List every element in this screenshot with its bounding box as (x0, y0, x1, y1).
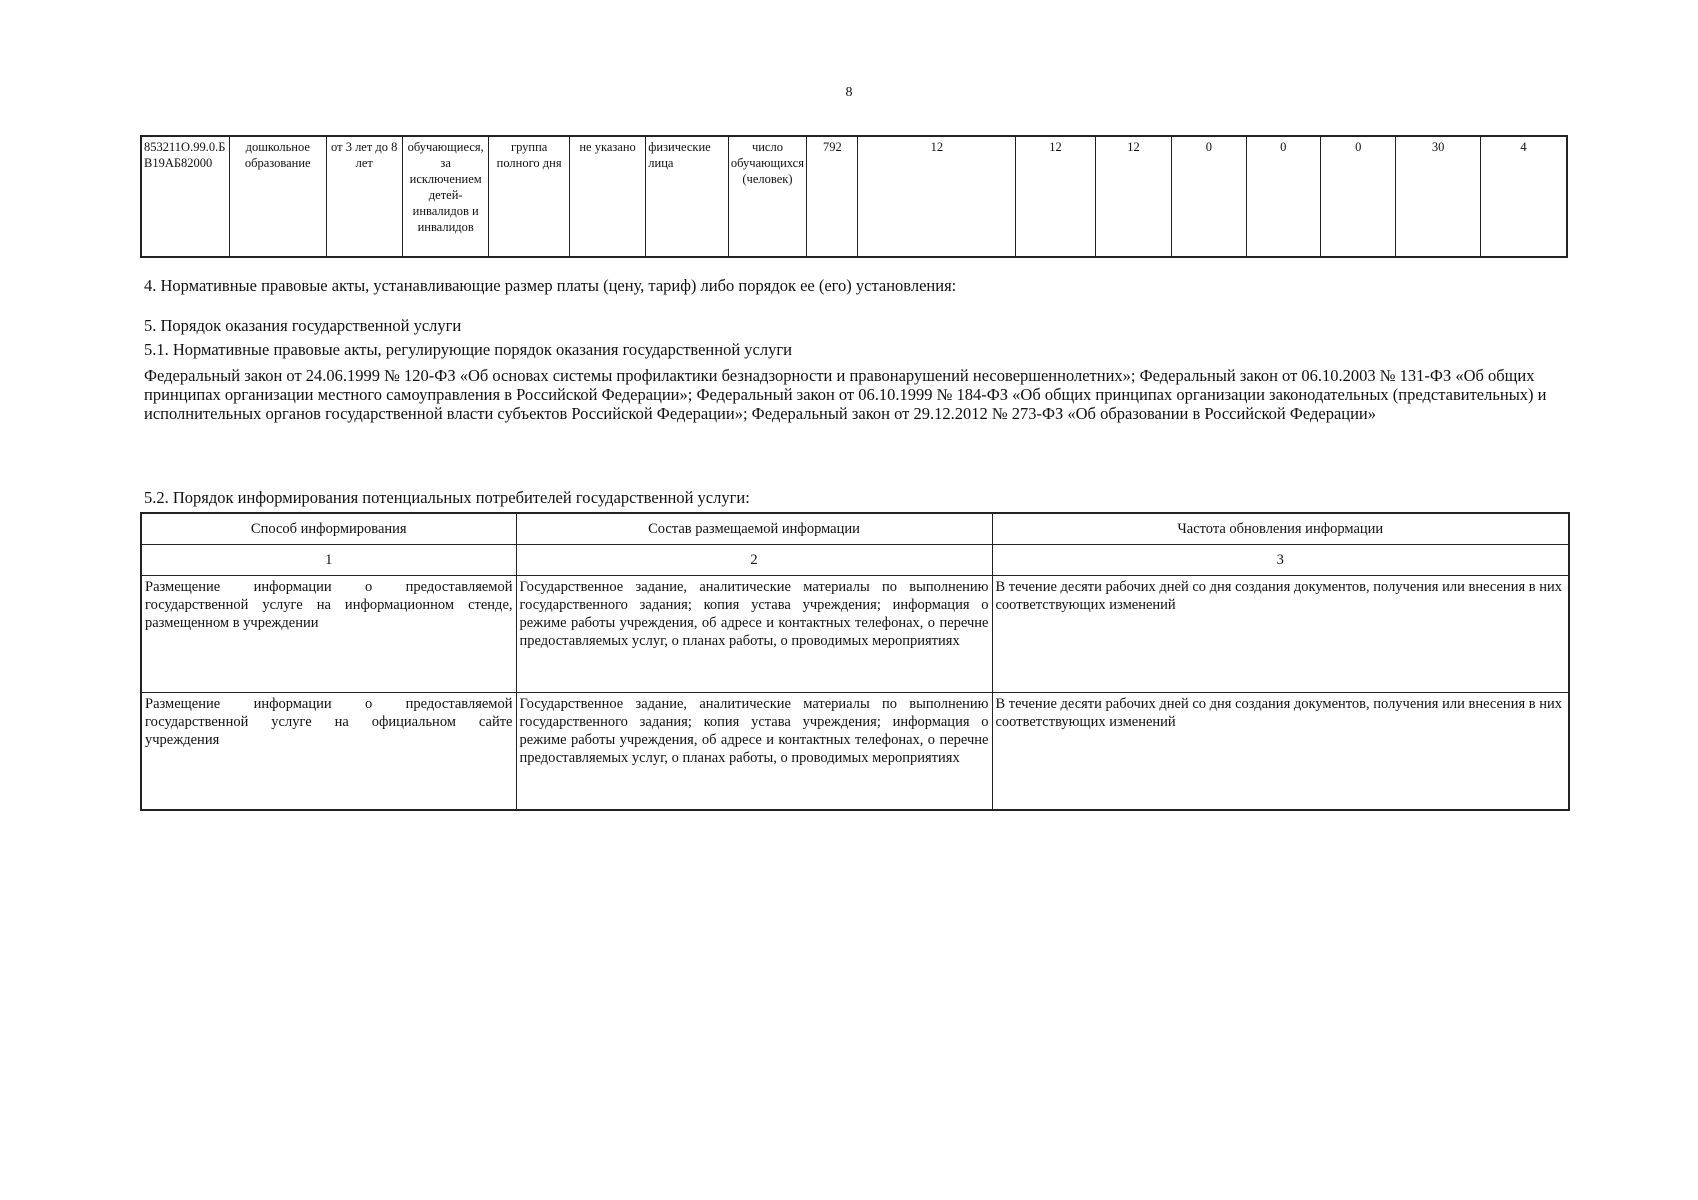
section-5-2-heading: 5.2. Порядок информирования потенциальных потребителей государственной услуги: (144, 488, 750, 507)
frequency-cell: В течение десяти рабочих дней со дня создания документов, получения или внесения в них соответствующих изменений (992, 693, 1569, 811)
column-number: 3 (992, 545, 1569, 576)
method-cell: Размещение информации о предоставляемой государственной услуге на информационном стенде, размещенном в учреждении (141, 576, 516, 693)
value-cell: 12 (1095, 136, 1171, 257)
column-number: 1 (141, 545, 516, 576)
page-number: 8 (845, 85, 853, 100)
table-row (141, 576, 1569, 693)
column-number: 2 (516, 545, 992, 576)
value-cell: 12 (1016, 136, 1095, 257)
value-cell: 0 (1321, 136, 1396, 257)
okei-code-cell: 792 (807, 136, 858, 257)
indicator-table (140, 135, 1568, 258)
table-row (141, 136, 1567, 257)
value-cell: 4 (1480, 136, 1567, 257)
service-name-cell: дошкольное образование (229, 136, 326, 257)
info-table (140, 512, 1570, 811)
stay-mode-cell: группа полного дня (489, 136, 569, 257)
indicator-name-cell: число обучающихся (человек) (728, 136, 806, 257)
section-4-heading: 4. Нормативные правовые акты, устанавливающие размер платы (цену, тариф) либо порядок ее (его) установления: (144, 276, 957, 295)
method-cell: Размещение информации о предоставляемой государственной услуге на официальном сайте учреждения (141, 693, 516, 811)
frequency-cell: В течение десяти рабочих дней со дня создания документов, получения или внесения в них соответствующих изменений (992, 576, 1569, 693)
column-header: Частота обновления информации (992, 513, 1569, 545)
table-header-row (141, 513, 1569, 545)
column-header: Состав размещаемой информации (516, 513, 992, 545)
value-cell: 0 (1246, 136, 1320, 257)
value-cell: 30 (1396, 136, 1480, 257)
content-cell: Государственное задание, аналитические материалы по выполнению государственного задания; копия устава учреждения; информация о режиме работы учреждения, об адресе и контактных телефонах, о перечне предоставляемых услуг, о планах работы, о проводимых мероприятиях (516, 576, 992, 693)
content-cell: Государственное задание, аналитические материалы по выполнению государственного задания; копия устава учреждения; информация о режиме работы учреждения, об адресе и контактных телефонах, о перечне предоставляемых услуг, о планах работы, о проводимых мероприятиях (516, 693, 992, 811)
consumers-cell: физические лица (646, 136, 728, 257)
column-number-row (141, 545, 1569, 576)
service-code-cell: 853211О.99.0.БВ19АБ82000 (141, 136, 229, 257)
unspecified-cell: не указано (569, 136, 645, 257)
age-cell: от 3 лет до 8 лет (326, 136, 402, 257)
table-row (141, 693, 1569, 811)
section-5-heading: 5. Порядок оказания государственной услуги (144, 316, 462, 335)
section-5-1-heading: 5.1. Нормативные правовые акты, регулирующие порядок оказания государственной услуги (144, 340, 792, 359)
column-header: Способ информирования (141, 513, 516, 545)
category-cell: обучающиеся, за исключением детей-инвалидов и инвалидов (402, 136, 488, 257)
value-cell: 0 (1172, 136, 1246, 257)
value-cell: 12 (858, 136, 1016, 257)
law-text: Федеральный закон от 24.06.1999 № 120-ФЗ «Об основах системы профилактики безнадзорности и правонарушений несовершеннолетних»; Федеральный закон от 06.10.2003 № 131-ФЗ «Об общих принципах организации местного самоуправления в Российской Федерации»; Федеральный закон от 06.10.1999 № 184-ФЗ «Об общих принципах организации законодательных (представительных) и исполнительных органов государственной власти субъектов Российской Федерации»; Федеральный закон от 29.12.2012 № 273-ФЗ «Об образовании в Российской Федерации» (144, 366, 1547, 423)
